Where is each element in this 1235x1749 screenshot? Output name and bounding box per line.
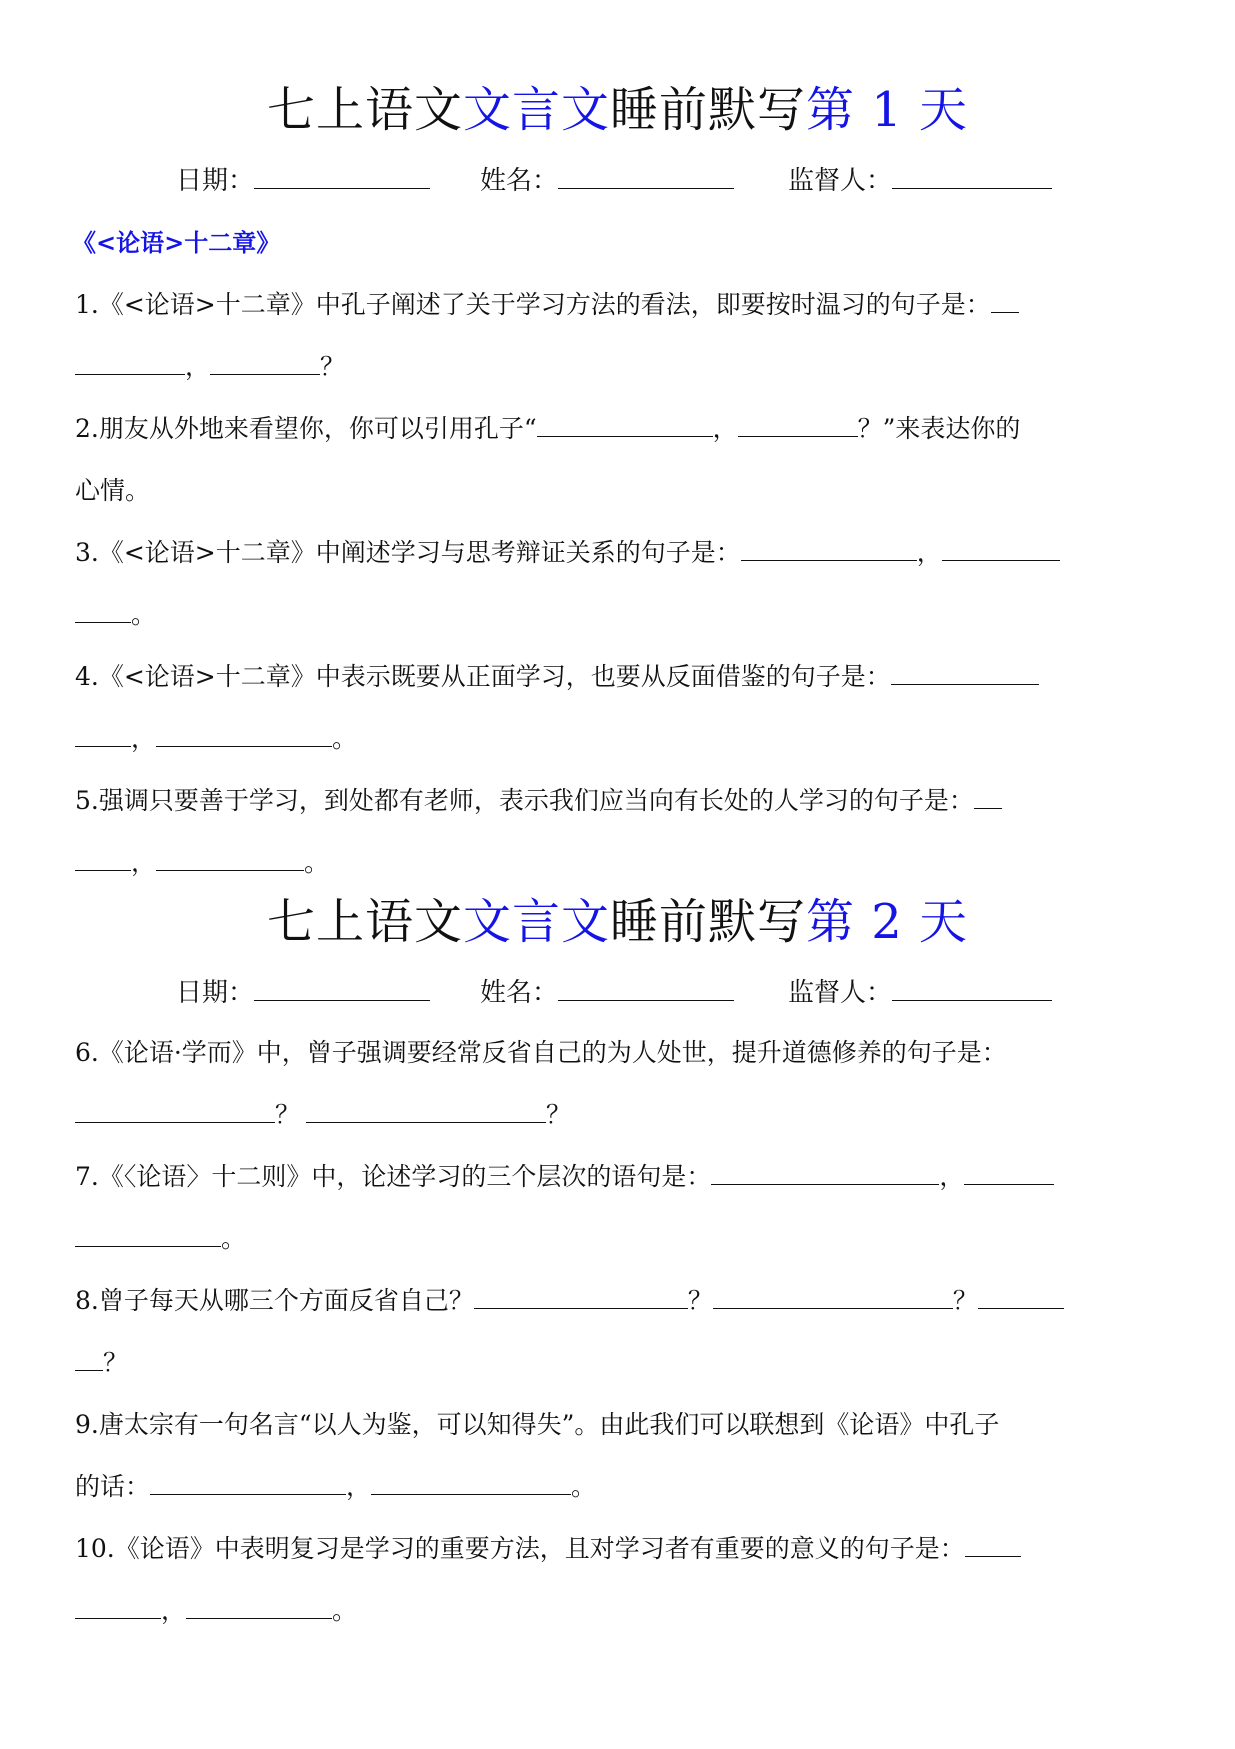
question-5-blank-a[interactable] bbox=[974, 784, 1002, 809]
question-10-comma: ， bbox=[161, 1596, 187, 1625]
question-2-blank-a[interactable] bbox=[537, 412, 713, 437]
question-3-line1 bbox=[75, 536, 1165, 570]
question-5-end: 。 bbox=[304, 848, 330, 877]
question-6-q-mark-a: ？ bbox=[275, 1100, 301, 1129]
question-5-line1 bbox=[75, 784, 1165, 818]
day1-title bbox=[0, 80, 1235, 140]
day1-name-blank[interactable] bbox=[558, 162, 734, 189]
day1-name-label: 姓名： bbox=[480, 166, 559, 196]
question-8-q-mark-a: ？ bbox=[687, 1286, 713, 1315]
question-7-text: 7.《〈论语〉十二则》中，论述学习的三个层次的语句是： bbox=[75, 1162, 712, 1191]
day2-supervisor-field bbox=[788, 974, 1052, 1011]
question-9-line2 bbox=[75, 1470, 1165, 1504]
question-1-end: ？ bbox=[320, 352, 346, 381]
question-10-line1 bbox=[75, 1532, 1165, 1566]
question-10-text: 10.《论语》中表明复习是学习的重要方法，且对学习者有重要的意义的句子是： bbox=[75, 1534, 965, 1563]
question-4-end: 。 bbox=[332, 724, 358, 753]
question-5-blank-c[interactable] bbox=[156, 846, 304, 871]
question-9-comma: ， bbox=[346, 1472, 372, 1501]
question-8-line1 bbox=[75, 1284, 1165, 1318]
question-10-blank-b[interactable] bbox=[75, 1594, 161, 1619]
question-7-line2 bbox=[75, 1222, 1165, 1256]
question-1-line1 bbox=[75, 288, 1165, 322]
question-10-line2 bbox=[75, 1594, 1165, 1628]
question-6-q-mark-b: ？ bbox=[546, 1100, 572, 1129]
question-1-blank-b[interactable] bbox=[75, 350, 185, 375]
question-3-line2 bbox=[75, 598, 1165, 632]
question-8-blank-d[interactable] bbox=[75, 1346, 103, 1371]
day1-date-blank[interactable] bbox=[254, 162, 430, 189]
day1-supervisor-label: 监督人： bbox=[788, 166, 893, 196]
question-1-comma: ， bbox=[185, 352, 211, 381]
question-3-blank-a[interactable] bbox=[741, 536, 917, 561]
question-9-end: 。 bbox=[571, 1472, 597, 1501]
question-3-blank-c[interactable] bbox=[75, 598, 131, 623]
question-7-end: 。 bbox=[221, 1224, 247, 1253]
question-8-blank-a[interactable] bbox=[474, 1284, 688, 1309]
day2-title-part2: 文言文 bbox=[462, 894, 610, 950]
question-5-comma: ， bbox=[131, 848, 157, 877]
question-2-continuation: 心情。 bbox=[75, 476, 151, 505]
day1-supervisor-blank[interactable] bbox=[892, 162, 1052, 189]
question-7-blank-c[interactable] bbox=[75, 1222, 221, 1247]
day2-supervisor-label: 监督人： bbox=[788, 978, 893, 1008]
question-8-q-mark-c: ？ bbox=[103, 1348, 129, 1377]
question-2-text-end: ？”来表达你的 bbox=[857, 414, 1021, 443]
question-2-line1 bbox=[75, 412, 1165, 446]
question-10-blank-c[interactable] bbox=[186, 1594, 332, 1619]
question-4-text: 4.《<论语>十二章》中表示既要从正面学习，也要从反面借鉴的句子是： bbox=[75, 662, 891, 691]
question-1-blank-a[interactable] bbox=[991, 288, 1019, 313]
question-8-blank-b[interactable] bbox=[713, 1284, 953, 1309]
question-4-blank-b[interactable] bbox=[75, 722, 131, 747]
day2-title-part3: 睡前默写 bbox=[609, 894, 806, 950]
question-4-line1 bbox=[75, 660, 1165, 694]
question-3-blank-b[interactable] bbox=[942, 536, 1060, 561]
question-10-end: 。 bbox=[332, 1596, 358, 1625]
day2-date-blank[interactable] bbox=[254, 974, 430, 1001]
day2-name-field bbox=[480, 974, 734, 1011]
question-7-comma: ， bbox=[939, 1162, 965, 1191]
day1-section-heading: 《<论语>十二章》 bbox=[72, 228, 281, 257]
question-1-blank-c[interactable] bbox=[210, 350, 320, 375]
question-8-line2 bbox=[75, 1346, 1165, 1380]
question-7-line1 bbox=[75, 1160, 1165, 1194]
question-5-text: 5.强调只要善于学习，到处都有老师，表示我们应当向有长处的人学习的句子是： bbox=[75, 786, 974, 815]
day2-supervisor-blank[interactable] bbox=[892, 974, 1052, 1001]
question-5-line2 bbox=[75, 846, 1165, 880]
question-9-text-cont: 的话： bbox=[75, 1472, 151, 1501]
day2-date-field bbox=[176, 974, 430, 1011]
day1-date-label: 日期： bbox=[176, 166, 255, 196]
question-2-blank-b[interactable] bbox=[738, 412, 858, 437]
question-4-blank-a[interactable] bbox=[891, 660, 1039, 685]
question-3-comma: ， bbox=[916, 538, 942, 567]
question-5-blank-b[interactable] bbox=[75, 846, 131, 871]
day1-name-field bbox=[480, 162, 734, 199]
day2-title-part1: 七上语文 bbox=[266, 894, 463, 950]
question-4-blank-c[interactable] bbox=[156, 722, 332, 747]
day2-name-blank[interactable] bbox=[558, 974, 734, 1001]
question-6-line2 bbox=[75, 1098, 1165, 1132]
day1-supervisor-field bbox=[788, 162, 1052, 199]
day2-title bbox=[0, 892, 1235, 952]
question-1-line2 bbox=[75, 350, 1165, 384]
question-7-blank-a[interactable] bbox=[711, 1160, 939, 1185]
question-2-text: 2.朋友从外地来看望你，你可以引用孔子“ bbox=[75, 414, 537, 443]
question-6-blank-b[interactable] bbox=[306, 1098, 546, 1123]
question-4-line2 bbox=[75, 722, 1165, 756]
question-9-blank-a[interactable] bbox=[150, 1470, 346, 1495]
question-8-blank-c[interactable] bbox=[978, 1284, 1064, 1309]
day1-date-field bbox=[176, 162, 430, 199]
question-4-comma: ， bbox=[131, 724, 157, 753]
question-9-line1 bbox=[75, 1408, 1165, 1442]
day2-date-label: 日期： bbox=[176, 978, 255, 1008]
question-6-text: 6.《论语·学而》中，曾子强调要经常反省自己的为人处世，提升道德修养的句子是： bbox=[75, 1038, 1007, 1067]
question-9-text: 9.唐太宗有一句名言“以人为鉴，可以知得失”。由此我们可以联想到《论语》中孔子 bbox=[75, 1410, 1000, 1439]
question-2-comma: ， bbox=[712, 414, 738, 443]
question-10-blank-a[interactable] bbox=[965, 1532, 1021, 1557]
day2-title-day: 第 2 天 bbox=[805, 894, 969, 950]
question-6-blank-a[interactable] bbox=[75, 1098, 275, 1123]
question-8-text: 8.曾子每天从哪三个方面反省自己？ bbox=[75, 1286, 474, 1315]
question-2-line2 bbox=[75, 474, 1165, 508]
question-6-line1 bbox=[75, 1036, 1165, 1070]
question-3-text: 3.《<论语>十二章》中阐述学习与思考辩证关系的句子是： bbox=[75, 538, 741, 567]
question-9-blank-b[interactable] bbox=[371, 1470, 571, 1495]
day1-title-part1: 七上语文 bbox=[266, 82, 463, 138]
question-7-blank-b[interactable] bbox=[964, 1160, 1054, 1185]
day2-name-label: 姓名： bbox=[480, 978, 559, 1008]
question-8-q-mark-b: ？ bbox=[952, 1286, 978, 1315]
day1-title-part3: 睡前默写 bbox=[609, 82, 806, 138]
day1-title-part2: 文言文 bbox=[462, 82, 610, 138]
question-3-end: 。 bbox=[131, 600, 157, 629]
day1-title-day: 第 1 天 bbox=[805, 82, 969, 138]
question-1-text: 1.《<论语>十二章》中孔子阐述了关于学习方法的看法，即要按时温习的句子是： bbox=[75, 290, 991, 319]
